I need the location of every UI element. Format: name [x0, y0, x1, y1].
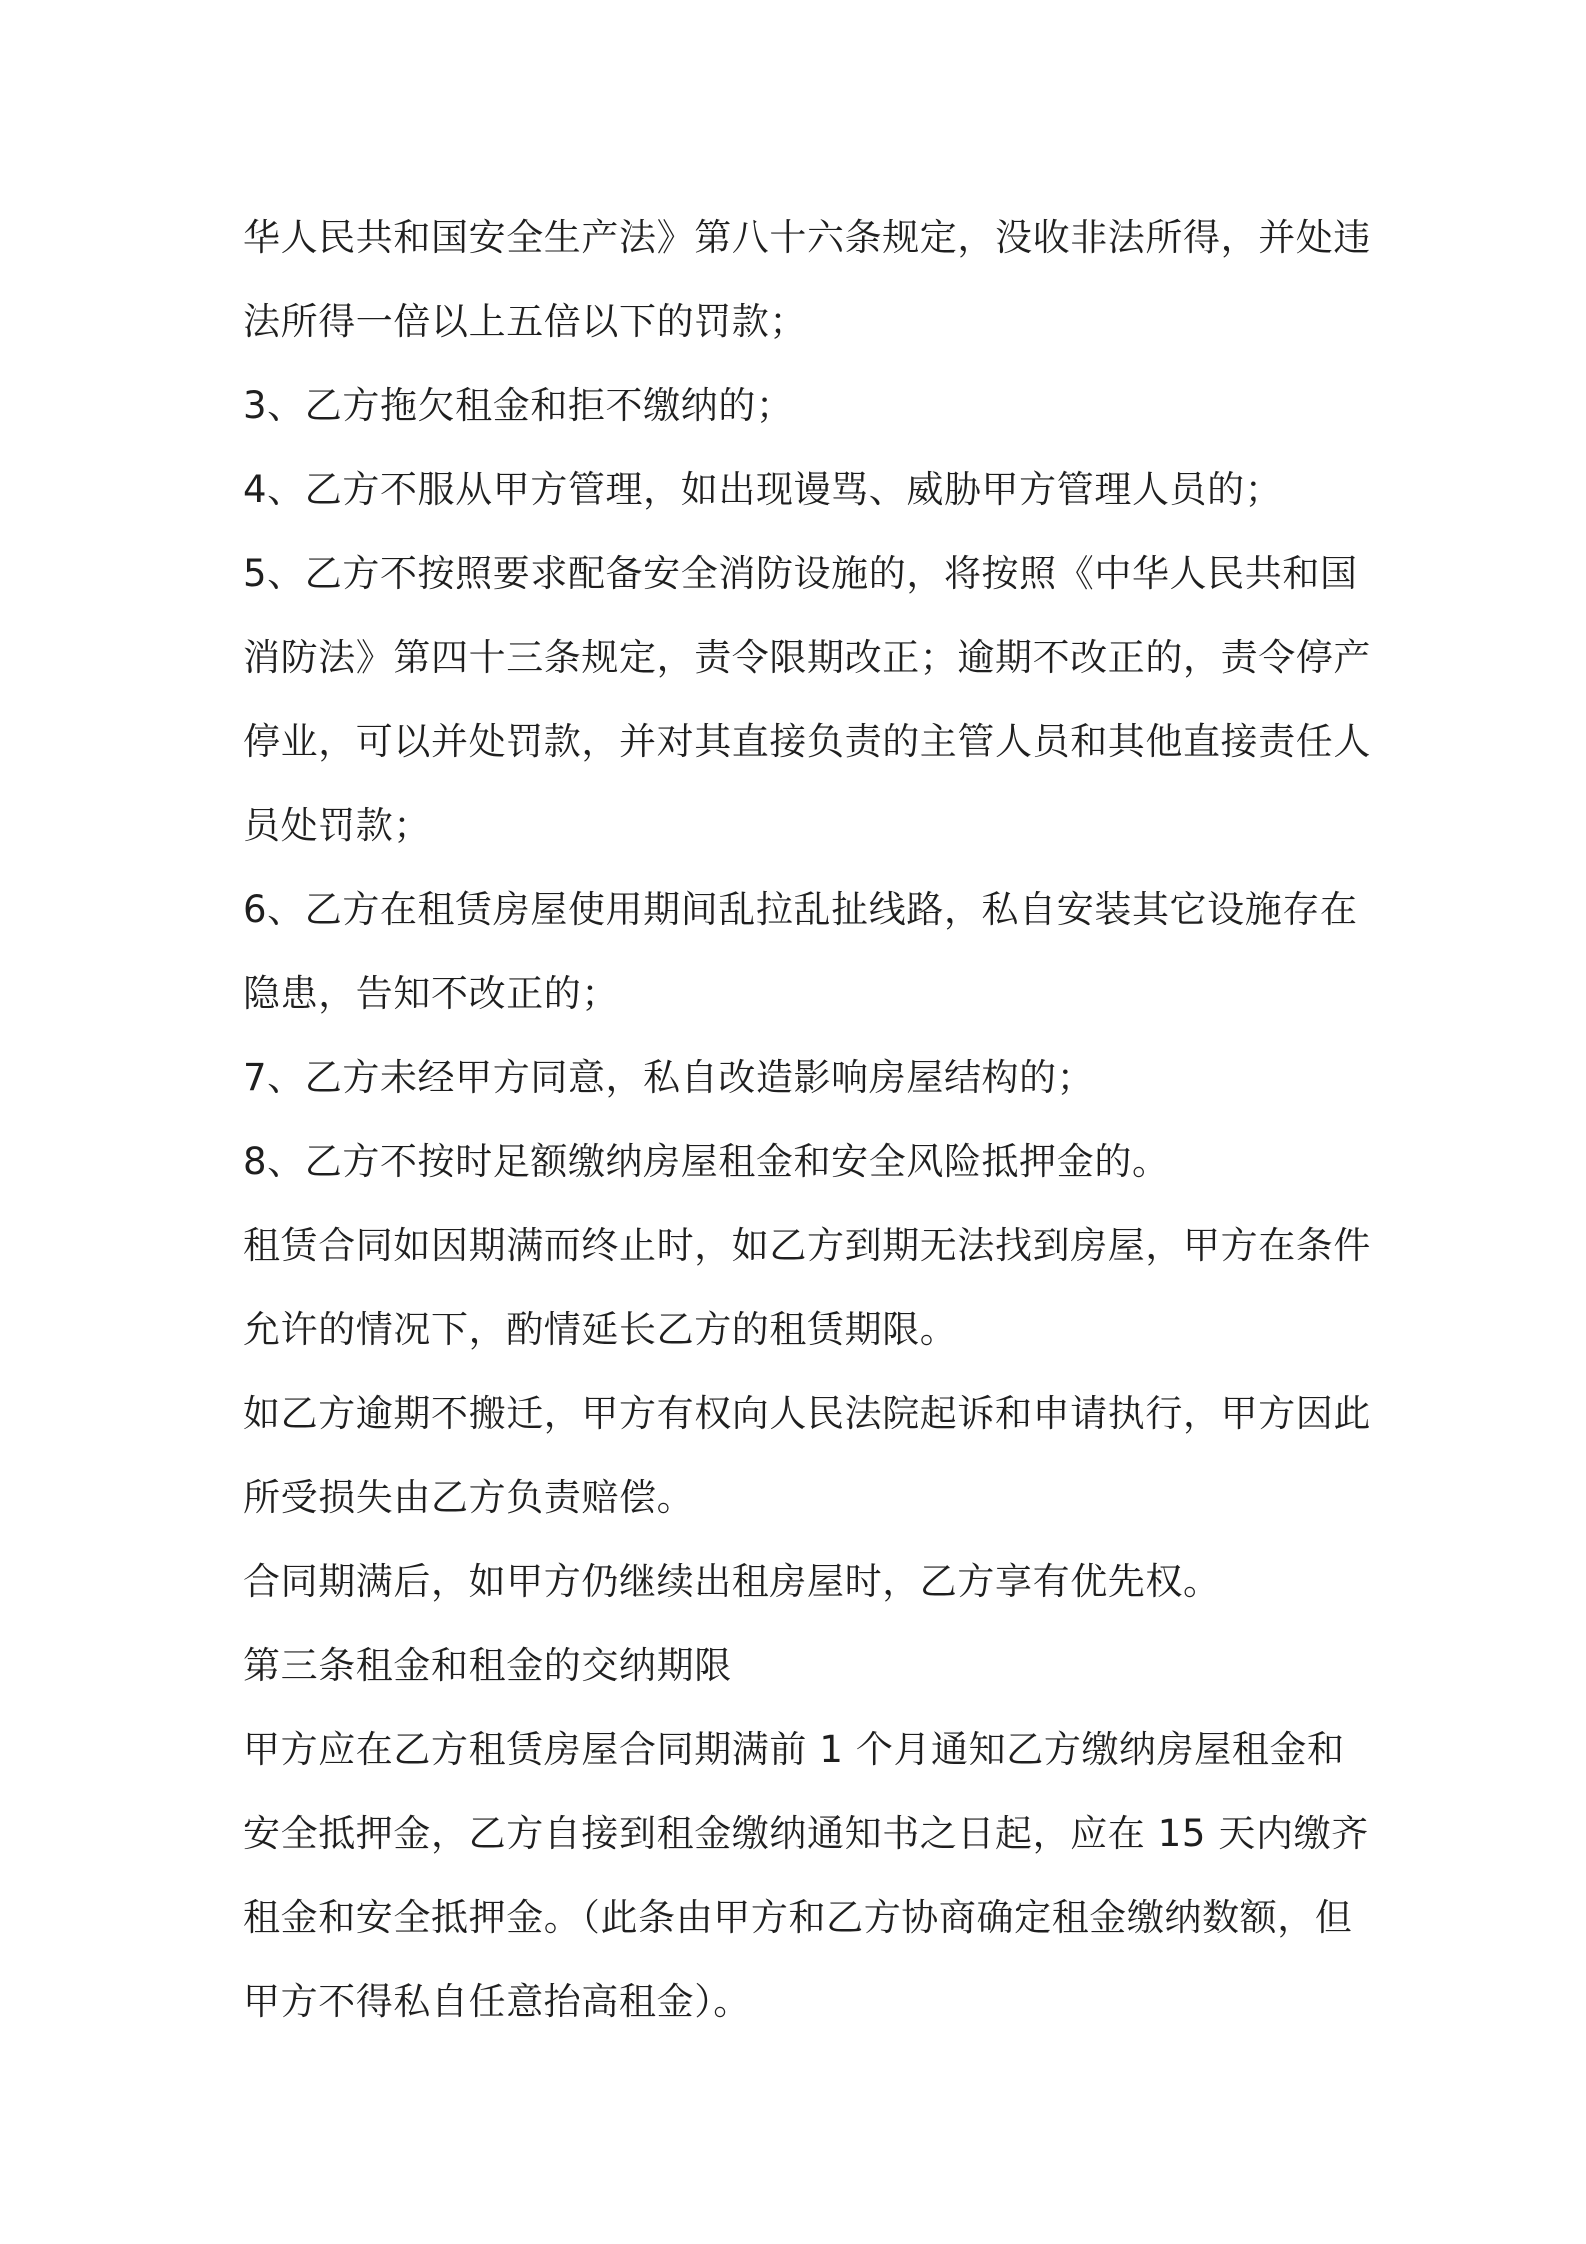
text-line: 6、乙方在租赁房屋使用期间乱拉乱扯线路，私自安装其它设施存在 [243, 888, 1358, 931]
text-line: 7、乙方未经甲方同意，私自改造影响房屋结构的； [243, 1056, 1095, 1099]
text-line: 允许的情况下，酌情延长乙方的租赁期限。 [243, 1308, 958, 1351]
text-line: 甲方应在乙方租赁房屋合同期满前 1 个月通知乙方缴纳房屋租金和 [243, 1728, 1345, 1771]
text-line: 华人民共和国安全生产法》第八十六条规定，没收非法所得，并处违 [243, 216, 1371, 259]
text-line: 安全抵押金，乙方自接到租金缴纳通知书之日起，应在 15 天内缴齐 [243, 1812, 1369, 1855]
text-line: 5、乙方不按照要求配备安全消防设施的，将按照《中华人民共和国 [243, 552, 1358, 595]
section-heading: 第三条租金和租金的交纳期限 [243, 1644, 732, 1687]
text-line: 停业，可以并处罚款，并对其直接负责的主管人员和其他直接责任人 [243, 720, 1371, 763]
text-line: 如乙方逾期不搬迁，甲方有权向人民法院起诉和申请执行，甲方因此 [243, 1392, 1371, 1435]
text-line: 4、乙方不服从甲方管理，如出现谩骂、威胁甲方管理人员的； [243, 468, 1283, 511]
text-line: 隐患，告知不改正的； [243, 972, 619, 1015]
text-line: 合同期满后，如甲方仍继续出租房屋时，乙方享有优先权。 [243, 1560, 1221, 1603]
text-line: 消防法》第四十三条规定，责令限期改正；逾期不改正的，责令停产 [243, 636, 1371, 679]
text-line: 8、乙方不按时足额缴纳房屋租金和安全风险抵押金的。 [243, 1140, 1170, 1183]
text-line: 租赁合同如因期满而终止时，如乙方到期无法找到房屋，甲方在条件 [243, 1224, 1371, 1267]
document-body [243, 196, 1371, 2044]
text-line: 3、乙方拖欠租金和拒不缴纳的； [243, 384, 794, 427]
text-line: 法所得一倍以上五倍以下的罚款； [243, 300, 807, 343]
text-line: 甲方不得私自任意抬高租金）。 [243, 1980, 751, 2023]
text-line: 员处罚款； [243, 804, 431, 847]
text-line: 租金和安全抵押金。（此条由甲方和乙方协商确定租金缴纳数额，但 [243, 1896, 1353, 1939]
text-line: 所受损失由乙方负责赔偿。 [243, 1476, 695, 1519]
